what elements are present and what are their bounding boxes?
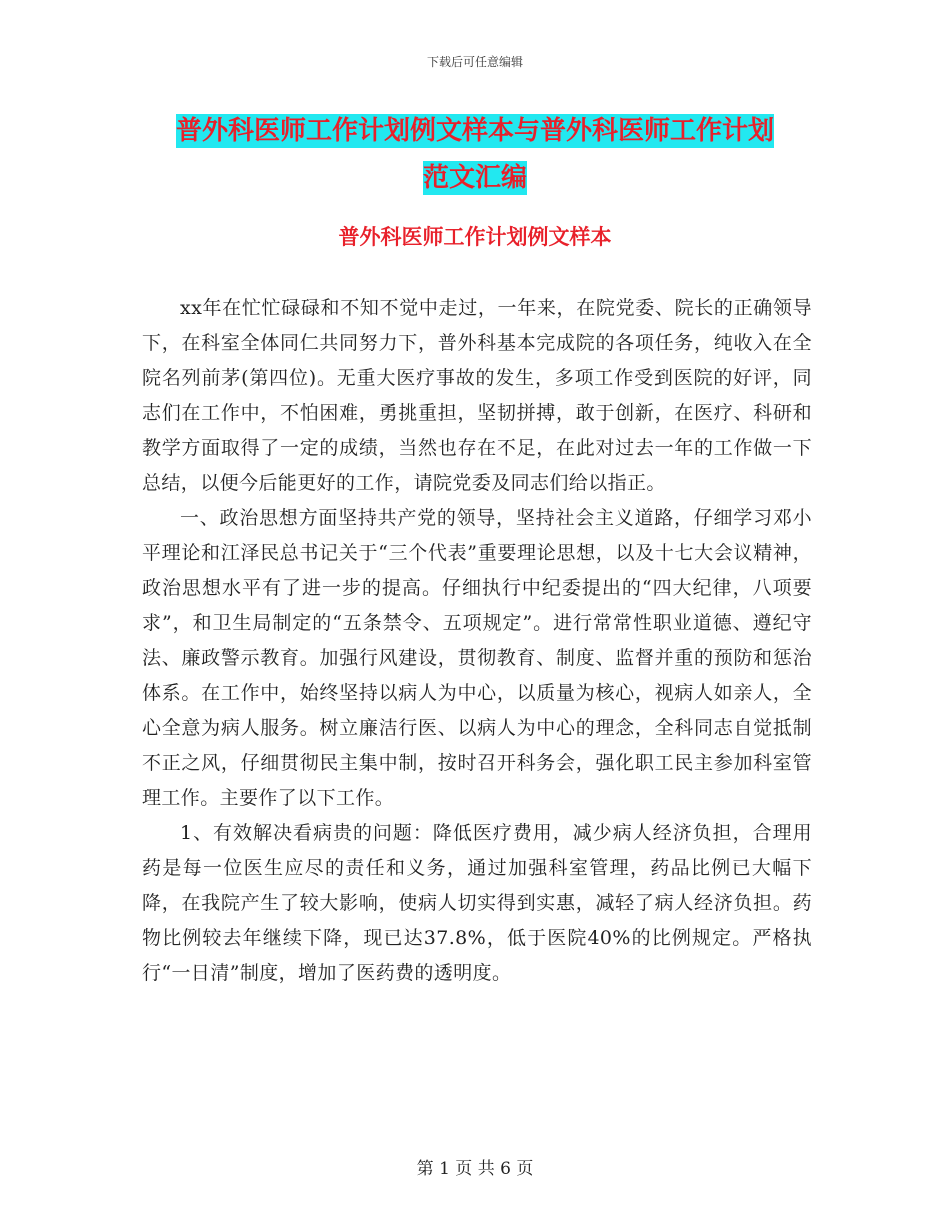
header-note: 下载后可任意编辑 <box>426 55 523 69</box>
paragraph-medical-costs: 1、有效解决看病贵的问题：降低医疗费用，减少病人经济负担，合理用药是每一位医生应尽的责任和义务，通过加强科室管理，药品比例已大幅下降，在我院产生了较大影响，使病人切实得到实惠，减轻了病人经济负担。药物比例较去年继续下降，现已达37.8%，低于医院40%的比例规定。严格执行“一日清”制度，增加了医药费的透明度。 <box>142 822 812 984</box>
document-title <box>140 108 810 202</box>
document-body <box>142 291 812 991</box>
page-number: 第 1 页 共 6 页 <box>416 1159 534 1179</box>
document-title-line-2: 范文汇编 <box>422 163 527 193</box>
paragraph-political: 一、政治思想方面坚持共产党的领导，坚持社会主义道路，仔细学习邓小平理论和江泽民总书记关于“三个代表”重要理论思想，以及十七大会议精神，政治思想水平有了进一步的提高。仔细执行中纪委提出的“四大纪律，八项要求”，和卫生局制定的“五条禁令、五项规定”。进行常常性职业道德、遵纪守法、廉政警示教育。加强行风建设，贯彻教育、制度、监督并重的预防和惩治体系。在工作中，始终坚持以病人为中心，以质量为核心，视病人如亲人，全心全意为病人服务。树立廉洁行医、以病人为中心的理念，全科同志自觉抵制不正之风，仔细贯彻民主集中制，按时召开科务会，强化职工民主参加科室管理工作。主要作了以下工作。 <box>142 507 812 809</box>
document-title-line-1: 普外科医师工作计划例文样本与普外科医师工作计划 <box>175 116 774 146</box>
section-title: 普外科医师工作计划例文样本 <box>338 225 612 249</box>
paragraph-intro: xx年在忙忙碌碌和不知不觉中走过，一年来，在院党委、院长的正确领导下，在科室全体同仁共同努力下，普外科基本完成院的各项任务，纯收入在全院名列前茅(第四位)。无重大医疗事故的发生，多项工作受到医院的好评，同志们在工作中，不怕困难，勇挑重担，坚韧拼搏，敢于创新，在医疗、科研和教学方面取得了一定的成绩，当然也存在不足，在此对过去一年的工作做一下总结，以便今后能更好的工作，请院党委及同志们给以指正。 <box>142 297 812 494</box>
